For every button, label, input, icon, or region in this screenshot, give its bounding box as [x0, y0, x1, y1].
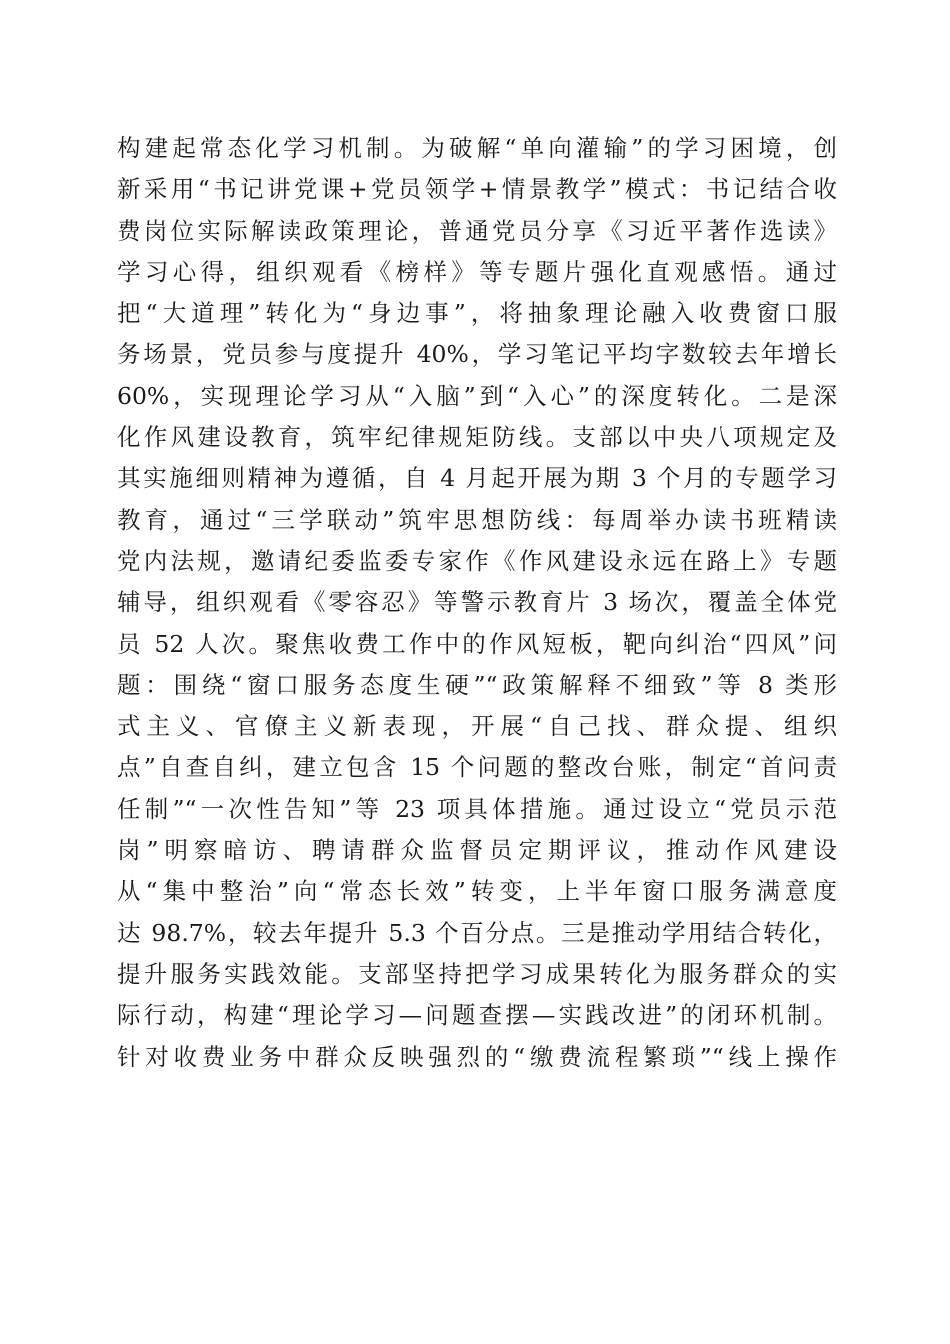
text-line: 从“集中整治”向“常态长效”转变，上半年窗口服务满意度 [117, 877, 837, 906]
body-text [117, 128, 837, 1078]
text-line: 化作风建设教育，筑牢纪律规矩防线。支部以中央八项规定及 [117, 423, 837, 452]
text-line: 点”自查自纠，建立包含 15 个问题的整改台账，制定“首问责 [117, 753, 837, 782]
text-line: 学习心得，组织观看《榜样》等专题片强化直观感悟。通过 [117, 257, 837, 286]
text-line: 务场景，党员参与度提升 40%，学习笔记平均字数较去年增长 [117, 340, 837, 369]
text-line: 构建起常态化学习机制。为破解“单向灌输”的学习困境，创 [117, 134, 837, 162]
text-line: 教育，通过“三学联动”筑牢思想防线：每周举办读书班精读 [117, 505, 837, 534]
text-line: 提升服务实践效能。支部坚持把学习成果转化为服务群众的实 [117, 959, 837, 988]
text-line: 辅导，组织观看《零容忍》等警示教育片 3 场次，覆盖全体党 [117, 588, 837, 617]
text-line: 岗”明察暗访、聘请群众监督员定期评议，推动作风建设 [117, 836, 837, 865]
text-line: 费岗位实际解读政策理论，普通党员分享《习近平著作选读》 [117, 216, 837, 245]
text-line: 其实施细则精神为遵循，自 4 月起开展为期 3 个月的专题学习 [117, 464, 837, 493]
text-line: 新采用“书记讲党课+党员领学+情景教学”模式：书记结合收 [117, 175, 837, 204]
text-line: 题：围绕“窗口服务态度生硬”“政策解释不细致”等 8 类形 [117, 670, 837, 699]
text-line: 针对收费业务中群众反映强烈的“缴费流程繁琐”“线上操作 [117, 1042, 837, 1071]
text-line: 达 98.7%，较去年提升 5.3 个百分点。三是推动学用结合转化， [117, 918, 837, 947]
text-line: 式主义、官僚主义新表现，开展“自己找、群众提、组织 [117, 712, 837, 741]
text-line: 员 52 人次。聚焦收费工作中的作风短板，靶向纠治“四风”问 [117, 629, 837, 658]
text-line: 60%，实现理论学习从“入脑”到“入心”的深度转化。二是深 [117, 381, 837, 410]
text-line: 把“大道理”转化为“身边事”，将抽象理论融入收费窗口服 [117, 299, 837, 328]
text-line: 党内法规，邀请纪委监委专家作《作风建设永远在路上》专题 [117, 546, 837, 575]
text-line: 际行动，构建“理论学习—问题查摆—实践改进”的闭环机制。 [117, 1001, 837, 1030]
text-line: 任制”“一次性告知”等 23 项具体措施。通过设立“党员示范 [117, 794, 837, 823]
